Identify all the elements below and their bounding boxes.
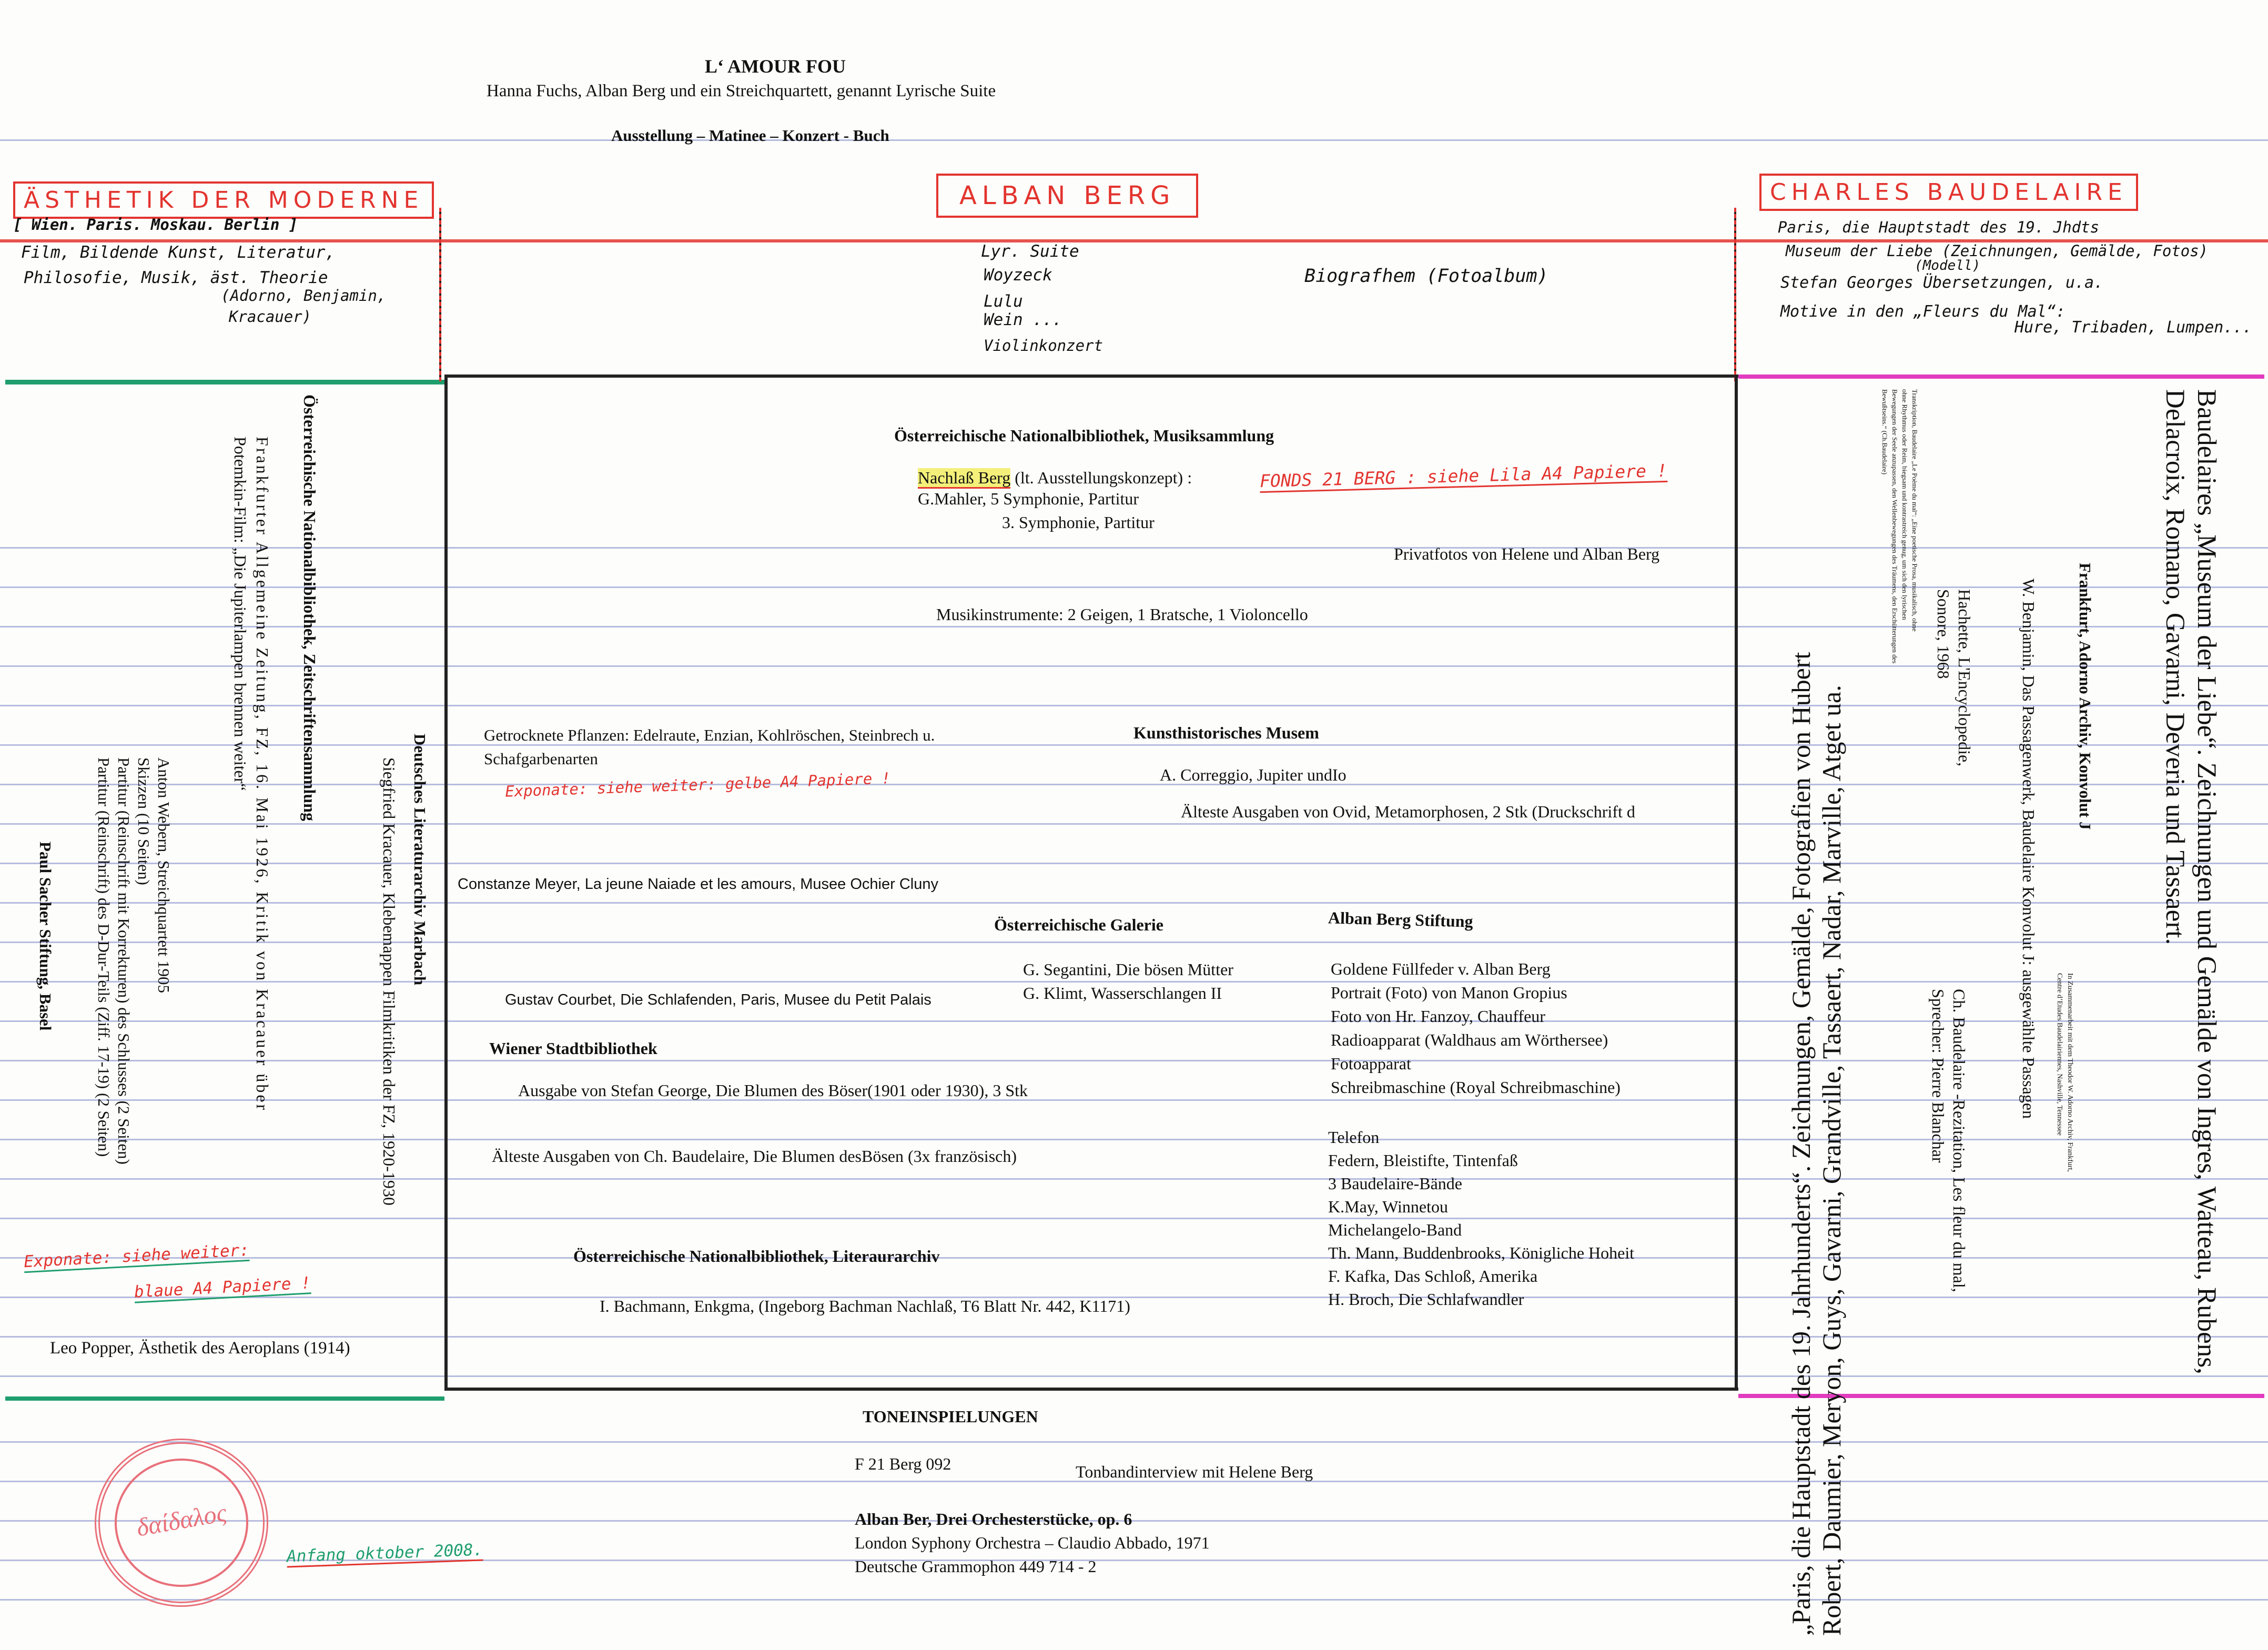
left-note-arts: Film, Bildende Kunst, Literatur, [21,243,336,262]
hachette-small-line-2: ohne Rhythmus oder Reim, biegsam und kontrastreich genug, um sich den lyrischen [1901,389,1909,620]
stiftung-item: Th. Mann, Buddenbrooks, Königliche Hoheit [1328,1243,1635,1262]
mahler-3-entry: 3. Symphonie, Partitur [1002,513,1155,532]
center-note-violinkonzert: Violinkonzert [984,337,1103,355]
stiftung-item: Goldene Füllfeder v. Alban Berg [1331,959,1551,978]
stiftung-item: Radioapparat (Waldhaus am Wörthersee) [1331,1030,1608,1049]
marbach-block [409,734,430,985]
stiftung-list-2 [1328,1126,1634,1311]
onb-zeitschriften-block [299,394,321,821]
marbach-lines [379,757,400,1206]
right-note-museum: Museum der Liebe (Zeichnungen, Gemälde, Fotos) [1786,242,2209,260]
segantini-entry: G. Segantini, Die bösen Mütter [1023,960,1233,979]
daidalos-stamp [95,1439,268,1607]
correggio-entry: A. Correggio, Jupiter undIo [1160,765,1346,784]
right-note-george: Stefan Georges Übersetzungen, u.a. [1780,274,2104,292]
right-note-modell: (Modell) [1915,258,1981,274]
album-line-2: Deutsche Grammophon 449 714 - 2 [855,1557,1097,1576]
page-title: L‘ AMOUR FOU [705,56,846,77]
frankfurt-small-line-2: Centre d’Etudes Baudelairiennes, Nashville, Tennessee [2056,973,2063,1136]
wiener-stb-heading: Wiener Stadtbibliothek [489,1039,657,1058]
stiftung-item: Portrait (Foto) von Manon Gropius [1331,983,1567,1002]
left-exponate-note-1: Exponate: siehe weiter: [23,1241,250,1273]
stiftung-item: Federn, Bleistifte, Tintenfaß [1328,1151,1518,1170]
frankfurt-small [2054,973,2075,1172]
pflanzen-entry-2: Schafgarbenarten [484,750,598,768]
onb-literatur-heading: Österreichische Nationalbibliothek, Literaurarchiv [573,1247,940,1266]
hachette-small-block [1880,389,1920,663]
nachlass-line [918,468,1192,488]
right-note-hure: Hure, Tribaden, Lumpen... [2014,318,2252,337]
rezitation-line-2: Sprecher: Pierre Blanchar [1929,989,1948,1163]
sacher-lines [94,757,174,1165]
left-note-philosophy: Philosofie, Musik, äst. Theorie [24,268,328,287]
constanze-meyer-entry: Constanze Meyer, La jeune Naiade et les amours, Musee Ochier Cluny [458,876,938,893]
center-note-lulu: Lulu [984,292,1023,311]
hachette-line-1: Hachette, L'Encyclopedie, [1955,589,1974,767]
hachette-line-2: Sonore, 1968 [1934,589,1953,679]
center-note-woyzeck: Woyzeck [984,266,1052,285]
hachette-lines [1933,589,1975,766]
nachlass-prefix: Nachlaß Berg [918,468,1010,489]
onb-musik-heading: Österreichische Nationalbibliothek, Musiksammlung [894,426,1274,445]
stiftung-item: H. Broch, Die Schlafwandler [1328,1290,1524,1309]
magenta-top-rule [1738,374,2264,379]
tonband-entry: Tonbandinterview mit Helene Berg [1076,1462,1313,1481]
left-box-border [444,374,448,1390]
event-line: Ausstellung – Matinee – Konzert - Buch [611,126,889,145]
rezitation-line-1: Ch. Baudelaire -Rezitation, Les fleur du mal, [1950,989,1969,1292]
frankfurt-line: W. Benjamin, Das Passagenwerk, Baudelaire Konvolut J: ausgewählte Passagen [2019,579,2038,1119]
sacher-line-4: Partitur (Reinschrift) des D-Dur-Teils (Ziff. 17-19) (2 Seiten) [95,757,113,1157]
sacher-line-1: Anton Webern, Streichquartett 1905 [155,757,173,994]
center-note-wein: Wein ... [984,310,1062,329]
museum-liebe-line-1: Baudelaires „Museum der Liebe“. Zeichnungen und Gemälde von Ingres, Watteau, Rubens, [2192,389,2221,1374]
ovid-entry: Älteste Ausgaben von Ovid, Metamorphosen, 2 Stk (Druckschrift d [1181,802,1635,821]
column-title-alban-berg: ALBAN BERG [936,174,1198,218]
left-note-adorno: (Adorno, Benjamin, [221,287,387,305]
hachette-small-line-1: Transkription, Baudelaire „Le Poème du mal“: „Eine poetische Prosa, musikalisch, ohne [1911,389,1919,632]
right-dashed-divider [1734,208,1736,381]
stiftung-heading: Alban Berg Stiftung [1328,908,1474,931]
onb-zeitschriften-line-2: Potemkin-Film: „Die Jupiterlampen brennen weiter“ [231,437,250,791]
stiftung-item: Foto von Hr. Fanzoy, Chauffeur [1331,1007,1545,1026]
marbach-heading: Deutsches Literaturarchiv Marbach [411,734,429,986]
hachette-small-line-3: Bewegungen der Seele anzupassen, den Wellenbewegungen des Träumens, den Erschütterungen des [1891,389,1899,664]
right-note-paris: Paris, die Hauptstadt des 19. Jhdts [1778,218,2100,236]
stiftung-item: Fotoapparat [1331,1054,1411,1073]
sacher-line-3: Partitur (Reinschrift mit Korrekturen) des Schlusses (2 Seiten) [115,757,133,1165]
mahler-5-entry: G.Mahler, 5 Symphonie, Partitur [918,489,1139,508]
khm-heading: Kunsthistorisches Musem [1133,723,1319,742]
left-dashed-divider [439,208,441,381]
stiftung-item: Schreibmaschine (Royal Schreibmaschine) [1331,1078,1621,1097]
right-note-motive: Motive in den „Fleurs du Mal“: [1780,302,2066,321]
stiftung-item: 3 Baudelaire-Bände [1328,1174,1462,1193]
center-note-biografhem: Biografhem (Fotoalbum) [1304,266,1548,287]
frankfurt-small-line-1: In Zusammenarbeit mit dem Theodor W. Adorno Archiv, Frankfurt, [2066,973,2074,1172]
privatfotos-entry: Privatfotos von Helene und Alban Berg [1394,544,1660,563]
pflanzen-entry-1: Getrocknete Pflanzen: Edelraute, Enzian, Kohlröschen, Steinbrech u. [484,726,935,744]
leo-popper-entry: Leo Popper, Ästhetik des Aeroplans (1914) [50,1339,350,1358]
left-note-cities: [ Wien. Paris. Moskau. Berlin ] [13,216,298,234]
museum-liebe-block [2159,389,2222,1374]
black-top-rule [444,374,1738,378]
stiftung-item: Michelangelo-Band [1328,1220,1462,1239]
frankfurt-heading: Frankfurt, Adorno Archiv, Konvolut J [2076,563,2094,830]
pflanzen-exponate-note: Exponate: siehe weiter: gelbe A4 Papiere ! [504,769,891,801]
sacher-heading: Paul Sacher Stiftung, Basel [36,842,55,1031]
stiftung-list-1 [1331,957,1621,1099]
album-title: Alban Ber, Drei Orchesterstücke, op. 6 [855,1510,1132,1528]
paris-line-2: Robert, Daumier, Meryon, Guys, Gavarni, Grandville, Tassaert, Nadar, Marville, Atget ua. [1817,685,1846,1636]
date-note: Anfang oktober 2008. [286,1540,483,1567]
courbet-entry: Gustav Courbet, Die Schlafenden, Paris, Musee du Petit Palais [505,991,932,1008]
album-line-1: London Syphony Orchestra – Claudio Abbado, 1971 [855,1533,1210,1552]
hachette-small-line-4: Bewußtseins.“ (Ch.Baudelaire) [1881,389,1889,475]
nachlass-suffix: (lt. Ausstellungskonzept) : [1010,468,1192,487]
f21-entry: F 21 Berg 092 [855,1454,951,1473]
fonds-21-note: FONDS 21 BERG : siehe Lila A4 Papiere ! [1260,460,1668,493]
bachmann-entry: I. Bachmann, Enkgma, (Ingeborg Bachman Nachlaß, T6 Blatt Nr. 442, K1171) [600,1297,1130,1315]
stiftung-item: Telefon [1328,1128,1380,1147]
column-title-aesthetik: ÄSTHETIK DER MODERNE [13,181,434,219]
museum-liebe-line-2: Delacroix, Romano, Gavarni, Deveria und Tassaert. [2160,389,2190,945]
onb-zeitschriften-lines [229,437,274,1112]
left-note-kracauer: Kracauer) [229,308,312,326]
klimt-entry: G. Klimt, Wasserschlangen II [1023,984,1222,1003]
onb-zeitschriften-heading: Österreichische Nationalbibliothek, Zeitschriftensammlung [300,394,319,821]
baudelaire-blumen-entry: Älteste Ausgaben von Ch. Baudelaire, Die Blumen desBösen (3x französisch) [492,1147,1017,1166]
george-blumen-entry: Ausgabe von Stefan George, Die Blumen des Böser(1901 oder 1930), 3 Stk [518,1081,1028,1100]
paris-hauptstadt-block [1786,652,1847,1636]
stamp-text: δαίδαλος [134,1499,229,1542]
marbach-line-1: Siegfried Kracauer, Klebemappen Filmkritiken der FZ, 1920-1930 [380,757,399,1206]
sacher-block [35,842,55,1030]
stiftung-item: F. Kafka, Das Schloß, Amerika [1328,1267,1538,1285]
left-exponate-note-2: blaue A4 Papiere ! [134,1273,311,1303]
onb-zeitschriften-line-1: Frankfurter Allgemeine Zeitung, FZ, 16. Mai 1926, Kritik von Kracauer über [253,437,272,1112]
page-subtitle: Hanna Fuchs, Alban Berg und ein Streichquartett, genannt Lyrische Suite [487,82,996,100]
green-top-rule [5,380,444,384]
center-note-lyr-suite: Lyr. Suite [981,242,1079,261]
green-bottom-rule [5,1396,444,1401]
sacher-line-2: Skizzen (10 Seiten) [135,757,153,885]
column-title-baudelaire: CHARLES BAUDELAIRE [1759,174,2138,211]
black-bottom-rule [444,1388,1738,1391]
rezitation-lines [1928,989,1970,1292]
right-box-border [1735,374,1738,1390]
toneinspielungen-heading: TONEINSPIELUNGEN [863,1407,1038,1426]
paris-line-1: „Paris, die Hauptstadt des 19. Jahrhunderts“. Zeichnungen, Gemälde, Fotografien von Hubert [1786,652,1816,1636]
stiftung-item: K.May, Winnetou [1328,1197,1449,1216]
galerie-heading: Österreichische Galerie [994,915,1163,934]
musikinstrumente-entry: Musikinstrumente: 2 Geigen, 1 Bratsche, 1 Violoncello [936,605,1308,624]
